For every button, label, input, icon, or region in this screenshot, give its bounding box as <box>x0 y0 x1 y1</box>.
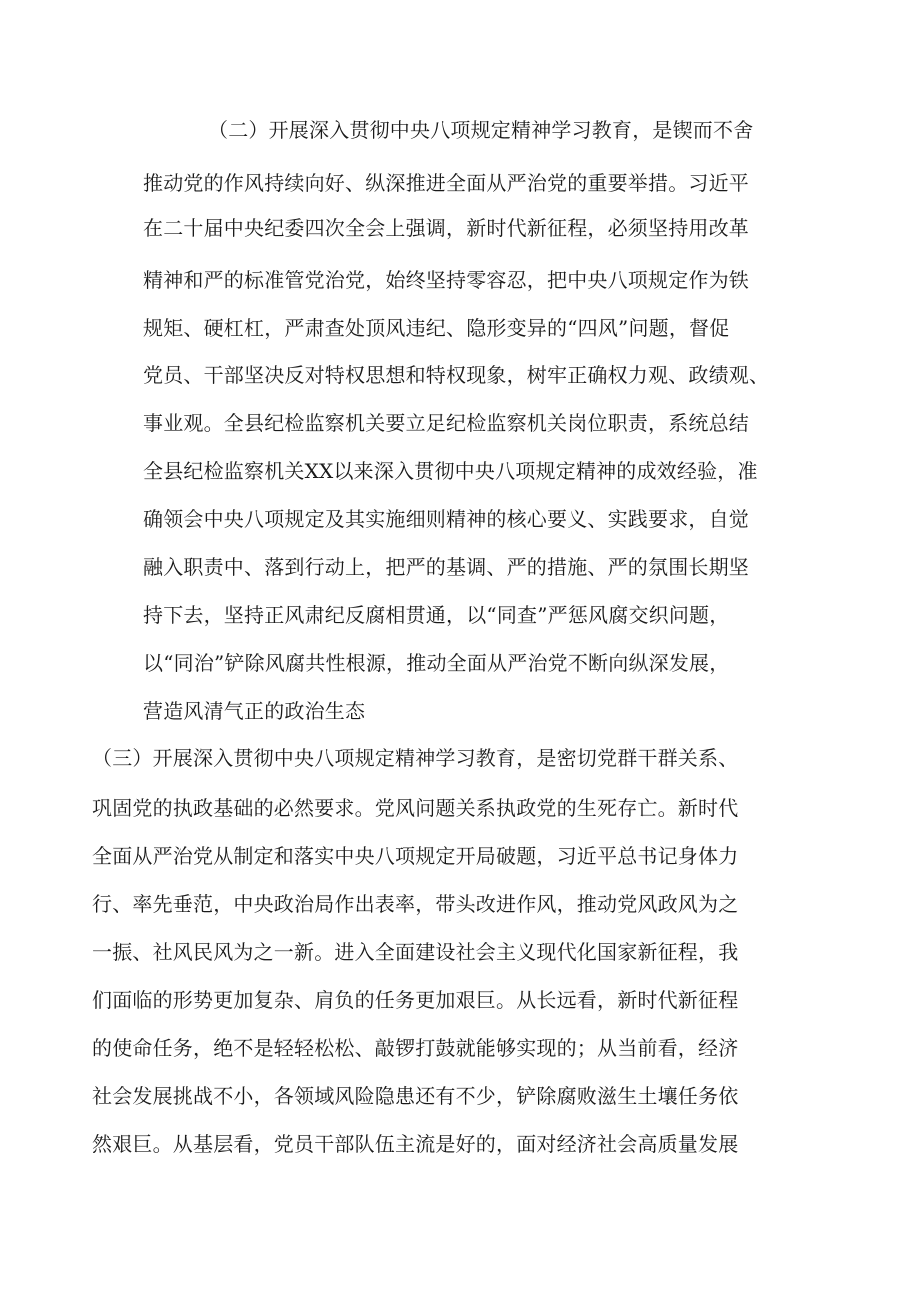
paragraph-2-line: 党员、干部坚决反对特权思想和特权现象，树牢正确权力观、政绩观、 <box>143 363 770 387</box>
paragraph-2-line: 全县纪检监察机关XX以来深入贯彻中央八项规定精神的成效经验，准 <box>143 459 758 483</box>
paragraph-2-line: 在二十届中央纪委四次全会上强调，新时代新征程，必须坚持用改革 <box>143 216 749 240</box>
paragraph-3-line: 然艰巨。从基层看，党员干部队伍主流是好的，面对经济社会高质量发展 <box>92 1132 739 1156</box>
paragraph-2-line: 持下去，坚持正风肃纪反腐相贯通，以“同查”严惩风腐交织问题， <box>143 603 730 627</box>
paragraph-3-line: 社会发展挑战不小，各领域风险隐患还有不少，铲除腐败滋生土壤任务依 <box>92 1084 739 1108</box>
paragraph-3-line: 一振、社风民风为之一新。进入全面建设社会主义现代化国家新征程，我 <box>92 940 739 964</box>
paragraph-2-line: 融入职责中、落到行动上，把严的基调、严的措施、严的氛围长期坚 <box>143 555 749 579</box>
paragraph-2-line: 推动党的作风持续向好、纵深推进全面从严治党的重要举措。习近平 <box>143 171 749 195</box>
paragraph-2-line: （二）开展深入贯彻中央八项规定精神学习教育，是锲而不舍 <box>208 118 754 142</box>
paragraph-2-line: 规矩、硬杠杠，严肃查处顶风违纪、隐形变异的“四风”问题，督促 <box>143 316 730 340</box>
paragraph-3-line: 的使命任务，绝不是轻轻松松、敲锣打鼓就能够实现的；从当前看，经济 <box>92 1036 739 1060</box>
paragraph-3-line: 们面临的形势更加复杂、肩负的任务更加艰巨。从长远看，新时代新征程 <box>92 988 739 1012</box>
paragraph-2-line: 以“同治”铲除风腐共性根源，推动全面从严治党不断向纵深发展， <box>143 651 730 675</box>
paragraph-3-line: （三）开展深入贯彻中央八项规定精神学习教育，是密切党群干群关系、 <box>92 746 739 770</box>
paragraph-2-line: 营造风清气正的政治生态 <box>143 699 366 723</box>
paragraph-3-line: 全面从严治党从制定和落实中央八项规定开局破题，习近平总书记身体力 <box>92 844 739 868</box>
paragraph-2-line: 精神和严的标准管党治党，始终坚持零容忍，把中央八项规定作为铁 <box>143 268 749 292</box>
paragraph-3-line: 巩固党的执政基础的必然要求。党风问题关系执政党的生死存亡。新时代 <box>92 796 739 820</box>
paragraph-2-line: 事业观。全县纪检监察机关要立足纪检监察机关岗位职责，系统总结 <box>143 411 749 435</box>
paragraph-3-line: 行、率先垂范，中央政治局作出表率，带头改进作风，推动党风政风为之 <box>92 892 739 916</box>
paragraph-2-line: 确领会中央八项规定及其实施细则精神的核心要义、实践要求，自觉 <box>143 507 749 531</box>
